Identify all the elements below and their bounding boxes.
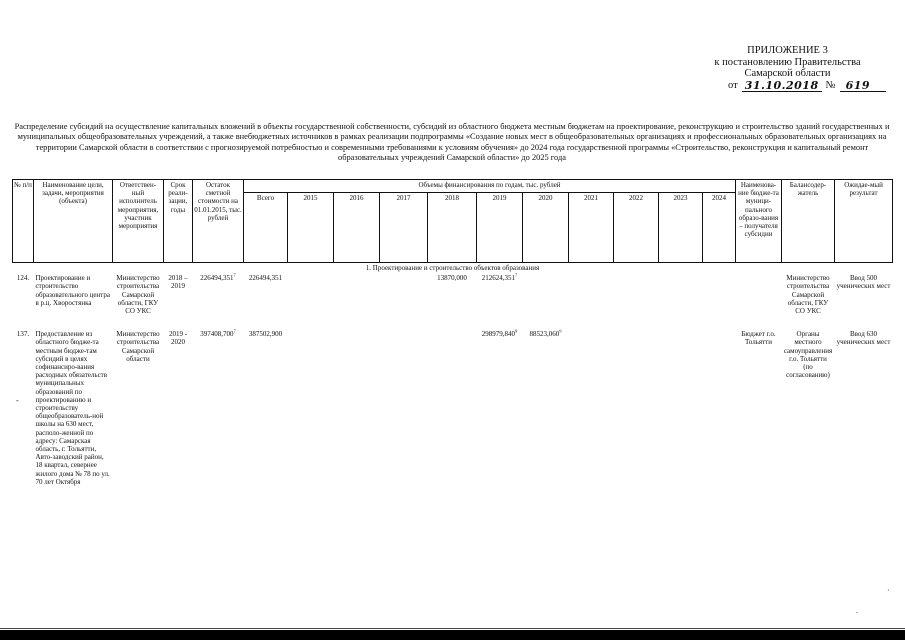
row-y2022 — [614, 329, 659, 487]
scan-dot: - — [16, 396, 19, 405]
header-holder: Балансодер-жатель — [782, 180, 835, 263]
section-title: 1. Проектирование и строительство объектов образования — [365, 264, 540, 272]
header-funding: Объемы финансирования по годам, тыс. рублей — [244, 180, 736, 193]
header-year-2022: 2022 — [614, 193, 659, 263]
row-y2021 — [569, 273, 614, 329]
row-term: 2019 - 2020 — [168, 330, 188, 347]
header-budget: Наименова-ние бюдже-та муници-пального образо-вания – получателя субсидии — [736, 180, 782, 263]
row-y2016 — [334, 273, 380, 329]
header-year-2020: 2020 — [523, 193, 569, 263]
row-num: 137. — [16, 330, 30, 339]
row-name: Предоставление из областного бюдже-та местным бюдже-там субсидий в целях софинансиро-вания расходных обязательств муниципальных образований по проектированию и строительству общеобразователь-ной школы на 630 мест, располо-женной по адресу: Самарская область, г. Тольятти, Авто-заводский район, 18 квартал, севернее жилого дома № 78 по ул. 70 лет Октября — [35, 330, 110, 486]
appendix-line-decree: к постановлению Правительства — [714, 56, 861, 68]
scan-border-line — [0, 628, 905, 629]
appendix-date-row — [728, 80, 875, 93]
row-budget: Бюджет г.о. Тольятти — [741, 330, 776, 347]
scan-border — [0, 630, 905, 640]
header-total: Всего — [244, 193, 288, 263]
row-remaining: 397408,700$^7$ — [200, 329, 236, 339]
document-heading: Распределение субсидий на осуществление капитальных вложений в объекты государственной собственности, субсидий из областного бюджета местным бюджетам на проектирование, реконструкцию и строительство зданий государственных и муниципальных общеобразовательных учреждений, а также внебюджетных источников в рамках реализации подпрограммы «Создание новых мест в общеобразовательных организациях и профессиональных образовательных организациях на территории Самарской области в соответствии с прогнозируемой потребностью и современными требованиями к условиям обучения» до 2024 года государственной программы «Строительство, реконструкция и капитальный ремонт образовательных учреждений Самарской области» до 2025 года — [14, 122, 890, 163]
row-total: 226494,351 — [248, 274, 283, 283]
row-y2023 — [659, 273, 703, 329]
scan-dot: · — [887, 586, 890, 595]
row-y2017 — [380, 329, 428, 487]
row-holder: Министерство строительства Самарской области, ГКУ СО УКС — [786, 274, 830, 316]
appendix-title: ПРИЛОЖЕНИЕ 3 — [747, 45, 828, 56]
row-num: 124. — [16, 274, 30, 283]
header-year-2016: 2016 — [334, 193, 380, 263]
header-year-2018: 2018 — [428, 193, 477, 263]
row-y2020: 88523,060$^9$ — [529, 329, 562, 339]
row-y2019: 298979,840$^9$ — [481, 329, 518, 339]
date-prefix: от — [728, 79, 738, 91]
row-y2023 — [659, 329, 703, 487]
header-name: Наименование цели, задачи, мероприятия (объекта) — [34, 180, 113, 263]
scan-dot: . — [856, 606, 858, 615]
table-row — [13, 329, 893, 487]
table-row — [13, 273, 893, 329]
header-year-2019: 2019 — [477, 193, 523, 263]
header-year-2021: 2021 — [569, 193, 614, 263]
row-name: Проектирование и строительство образовательного центра в р.ц. Хворостянка — [35, 274, 110, 307]
handwritten-date: 31.10.2018 — [742, 80, 822, 93]
funding-table — [12, 179, 893, 487]
row-y2015 — [288, 273, 334, 329]
row-y2022 — [614, 273, 659, 329]
handwritten-number: 619 — [840, 80, 886, 93]
header-num: № п/п — [13, 180, 34, 263]
row-remaining: 226494,351$^7$ — [200, 273, 236, 283]
row-executor: Министерство строительства Самарской области — [116, 330, 160, 363]
row-y2015 — [288, 329, 334, 487]
row-y2019: 212624,351$^7$ — [481, 273, 518, 283]
header-row-top — [13, 180, 893, 193]
row-y2024 — [703, 329, 736, 487]
row-budget — [736, 273, 782, 329]
row-y2017 — [380, 273, 428, 329]
number-prefix: № — [825, 79, 836, 91]
appendix-block — [700, 45, 875, 92]
row-result: Ввод 630 ученических мест — [836, 330, 891, 347]
section-row — [13, 263, 893, 274]
header-year-2024: 2024 — [703, 193, 736, 263]
header-result: Ожидае-мый результат — [835, 180, 893, 263]
row-total: 387502,900 — [248, 330, 283, 339]
row-y2021 — [569, 329, 614, 487]
header-remaining: Остаток сметной стоимости на 01.01.2015, тыс. рублей — [193, 180, 244, 263]
row-y2020 — [523, 273, 569, 329]
appendix-line-region: Самарской области — [744, 68, 831, 79]
row-executor: Министерство строительства Самарской области, ГКУ СО УКС — [116, 274, 160, 316]
header-term: Срок реали-зации, годы — [164, 180, 193, 263]
row-term: 2018 – 2019 — [168, 274, 188, 291]
header-executor: Ответствен-ный исполнитель мероприятия, участник мероприятия — [113, 180, 164, 263]
row-y2018: 13870,000 — [437, 274, 467, 283]
row-holder: Органы местного самоуправления г.о. Тольятти (по согласованию) — [783, 330, 833, 380]
row-y2018 — [428, 329, 477, 487]
row-result: Ввод 500 ученических мест — [836, 274, 891, 291]
row-y2024 — [703, 273, 736, 329]
header-year-2023: 2023 — [659, 193, 703, 263]
header-year-2015: 2015 — [288, 193, 334, 263]
header-year-2017: 2017 — [380, 193, 428, 263]
row-y2016 — [334, 329, 380, 487]
